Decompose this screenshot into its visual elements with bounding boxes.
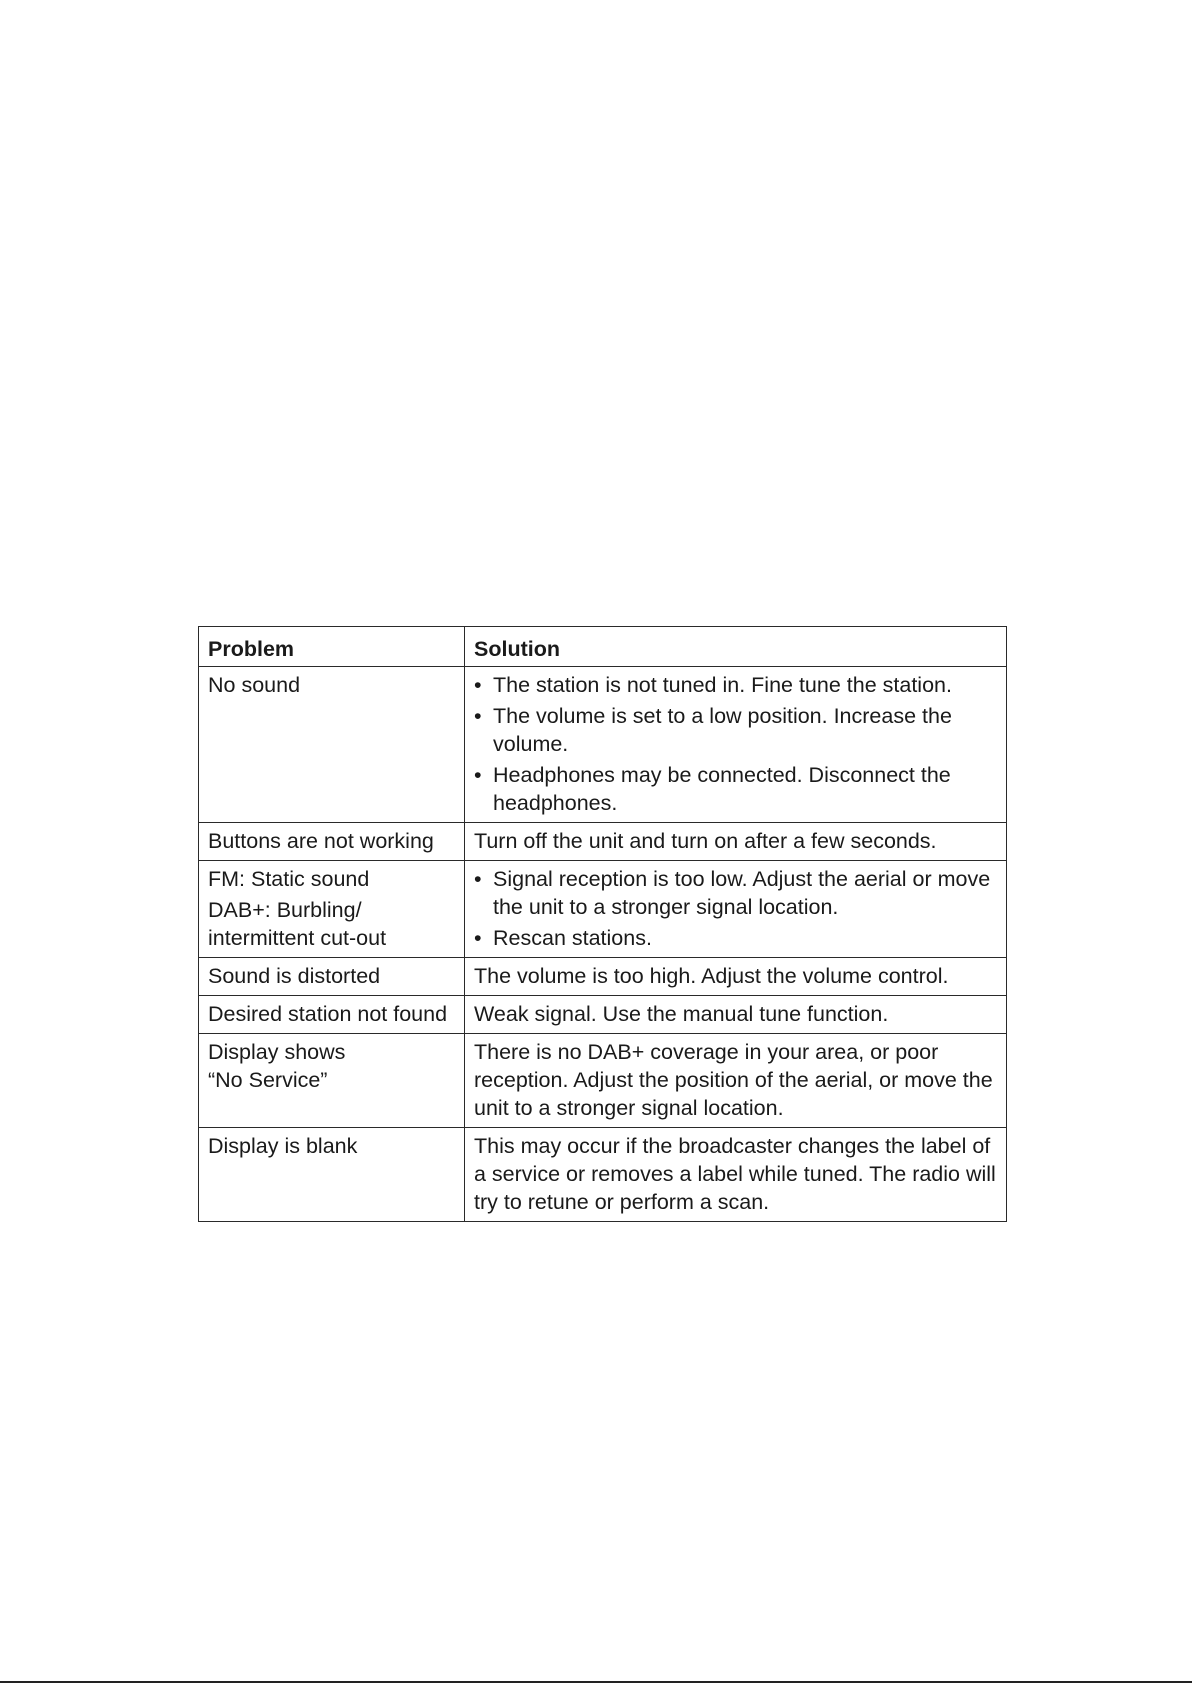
bullet-icon: • — [474, 867, 482, 891]
header-solution: Solution — [465, 627, 1007, 667]
problem-text: Desired station not found — [208, 1002, 448, 1026]
table-row — [199, 1034, 1007, 1128]
table-row — [199, 958, 1007, 996]
solution-text: Weak signal. Use the manual tune function. — [474, 1002, 889, 1026]
problem-text: FM: Static sound — [208, 867, 370, 891]
solution-item-text: Signal reception is too low. Adjust the aerial or move the unit to a stronger signal location. — [493, 867, 991, 919]
problem-text: DAB+: Burbling/ intermittent cut-out — [208, 898, 387, 950]
solution-cell — [465, 823, 1007, 861]
solution-cell — [465, 958, 1007, 996]
problem-cell — [199, 861, 465, 958]
problem-cell — [199, 958, 465, 996]
bullet-icon: • — [474, 763, 482, 787]
bullet-icon: • — [474, 704, 482, 728]
problem-text: Display shows — [208, 1040, 346, 1064]
solution-text: This may occur if the broadcaster changes the label of a service or removes a label while tuned. The radio will try to retune or perform a scan. — [474, 1134, 996, 1214]
table-row — [199, 1128, 1007, 1222]
solution-item — [474, 865, 997, 921]
solution-cell — [465, 1128, 1007, 1222]
solution-item — [474, 702, 997, 758]
page-bottom-rule — [0, 1681, 1192, 1683]
problem-text: Display is blank — [208, 1134, 358, 1158]
solution-item — [474, 671, 997, 699]
problem-text: Buttons are not working — [208, 829, 434, 853]
bullet-icon: • — [474, 926, 482, 950]
solution-cell — [465, 1034, 1007, 1128]
solution-item — [474, 924, 997, 952]
solution-text: Turn off the unit and turn on after a few seconds. — [474, 829, 937, 853]
solution-text: There is no DAB+ coverage in your area, or poor reception. Adjust the position of the aerial, or move the unit to a stronger signal location. — [474, 1040, 993, 1120]
solution-cell — [465, 667, 1007, 823]
problem-text: Sound is distorted — [208, 964, 381, 988]
problem-cell — [199, 823, 465, 861]
solution-item-text: The volume is set to a low position. Increase the volume. — [493, 704, 952, 756]
header-problem: Problem — [199, 627, 465, 667]
solution-cell — [465, 996, 1007, 1034]
problem-cell — [199, 667, 465, 823]
solution-item-text: Headphones may be connected. Disconnect the headphones. — [493, 763, 951, 815]
solution-item-text: Rescan stations. — [493, 926, 652, 950]
solution-list — [474, 671, 997, 817]
table-row — [199, 667, 1007, 823]
solution-cell — [465, 861, 1007, 958]
solution-item — [474, 761, 997, 817]
solution-text: The volume is too high. Adjust the volume control. — [474, 964, 949, 988]
solution-item-text: The station is not tuned in. Fine tune the station. — [493, 673, 952, 697]
table-row — [199, 823, 1007, 861]
table-row — [199, 996, 1007, 1034]
table-row — [199, 861, 1007, 958]
problem-cell — [199, 996, 465, 1034]
troubleshooting-table — [198, 626, 1007, 1222]
problem-text: “No Service” — [208, 1068, 328, 1092]
problem-cell — [199, 1034, 465, 1128]
problem-cell — [199, 1128, 465, 1222]
problem-text: No sound — [208, 673, 301, 697]
solution-list — [474, 865, 997, 952]
table-header-row — [199, 627, 1007, 667]
bullet-icon: • — [474, 673, 482, 697]
